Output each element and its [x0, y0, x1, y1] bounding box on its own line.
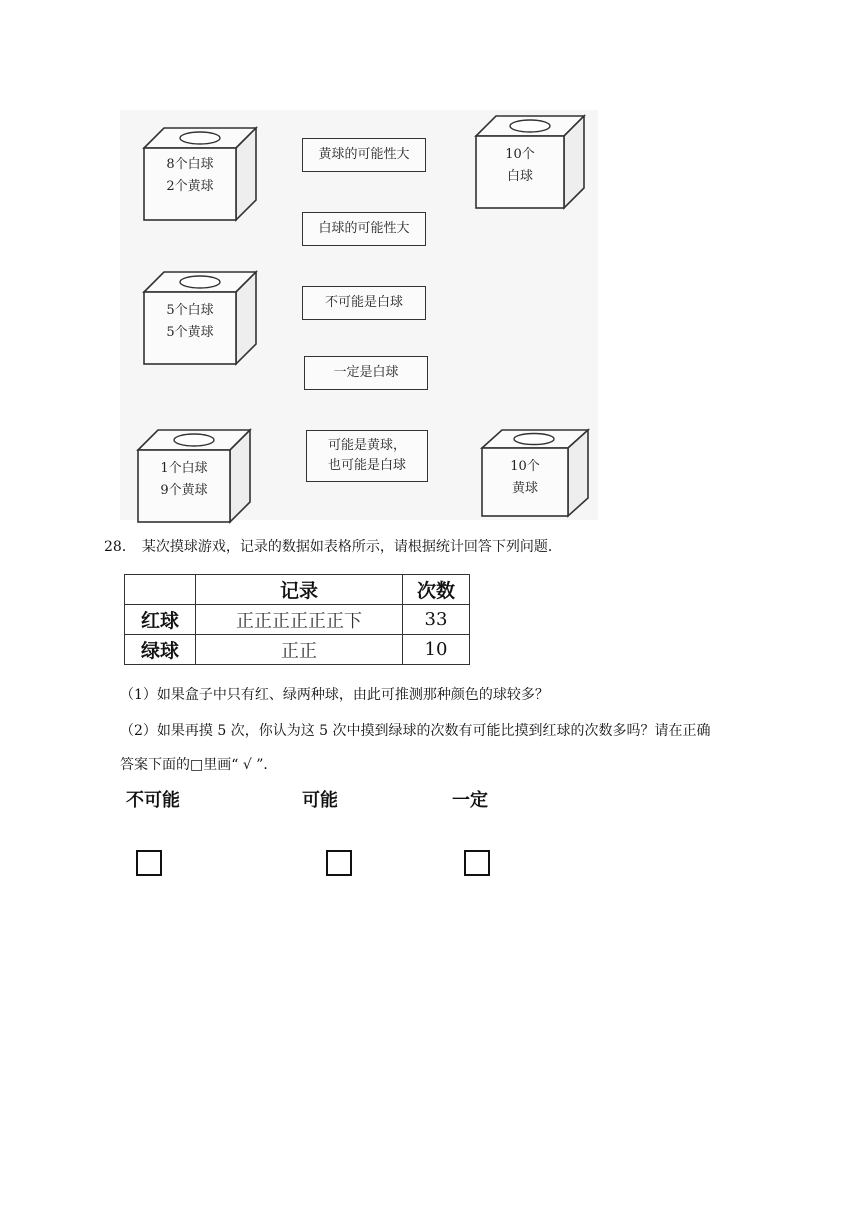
box-text-line: 2个黄球 — [166, 179, 214, 194]
sub-question-2-line-1: （2）如果再摸 5 次，你认为这 5 次中摸到绿球的次数有可能比摸到红球的次数多吗？请在正确 — [120, 723, 711, 739]
box-text-line: 黄球 — [511, 481, 538, 496]
box-text-line: 1个白球 — [160, 461, 208, 476]
table-header-cell — [125, 575, 196, 605]
ball-box-left-3 — [138, 430, 250, 522]
middle-label-3 — [302, 286, 426, 320]
box-text-line: 5个黄球 — [166, 325, 214, 340]
middle-label-5 — [306, 430, 428, 482]
box-text-line: 5个白球 — [166, 303, 214, 318]
sub-question-2-line-2: 答案下面的□里画“ √ ”． — [120, 757, 278, 773]
middle-label-text: 白球的可能性大 — [318, 221, 410, 236]
table-header-cell: 记录 — [196, 575, 403, 605]
choice-label: 不可能 — [126, 790, 180, 811]
question-number: 28． — [104, 539, 136, 555]
tally-table — [124, 574, 470, 665]
table-header-cell: 次数 — [403, 575, 470, 605]
table-row — [125, 605, 470, 635]
middle-label-text: 不可能是白球 — [324, 295, 403, 310]
box-text-line: 10个 — [510, 459, 540, 474]
ball-box-right-2 — [482, 430, 588, 516]
count-cell: 33 — [403, 605, 470, 635]
ball-box-right-1 — [476, 116, 584, 208]
ball-box-left-1 — [144, 128, 256, 220]
box-text-line: 8个白球 — [166, 157, 214, 172]
checkbox-certain[interactable] — [464, 850, 490, 876]
question-text: 某次摸球游戏，记录的数据如表格所示，请根据统计回答下列问题． — [141, 539, 562, 555]
answer-choices — [122, 786, 522, 886]
ball-box-left-2 — [144, 272, 256, 364]
row-label: 红球 — [125, 605, 196, 635]
box-text-line: 10个 — [505, 147, 535, 162]
box-text-line: 9个黄球 — [160, 483, 208, 498]
table-row — [125, 635, 470, 665]
checkbox-impossible[interactable] — [136, 850, 162, 876]
choice-label: 一定 — [452, 790, 488, 811]
middle-label-text: 可能是黄球， — [327, 438, 406, 453]
choice-impossible — [126, 786, 180, 812]
row-label: 绿球 — [125, 635, 196, 665]
middle-label-text: 一定是白球 — [333, 365, 399, 380]
middle-label-1 — [302, 138, 426, 172]
choice-label: 可能 — [302, 790, 338, 811]
question-title — [104, 536, 562, 556]
middle-label-2 — [302, 212, 426, 246]
middle-label-4 — [304, 356, 428, 390]
count-cell: 10 — [403, 635, 470, 665]
middle-label-text: 黄球的可能性大 — [318, 147, 410, 162]
choice-certain — [452, 786, 488, 812]
checkbox-possible[interactable] — [326, 850, 352, 876]
tally-marks: 正正正正正正下 — [196, 605, 403, 635]
table-header-row — [125, 575, 470, 605]
box-text-line: 白球 — [506, 169, 533, 184]
choice-possible — [302, 786, 338, 812]
tally-marks: 正正 — [196, 635, 403, 665]
sub-question-1: （1）如果盒子中只有红、绿两种球，由此可推测那种颜色的球较多？ — [120, 687, 549, 703]
middle-label-text: 也可能是白球 — [327, 458, 406, 473]
matching-figure — [120, 110, 598, 520]
